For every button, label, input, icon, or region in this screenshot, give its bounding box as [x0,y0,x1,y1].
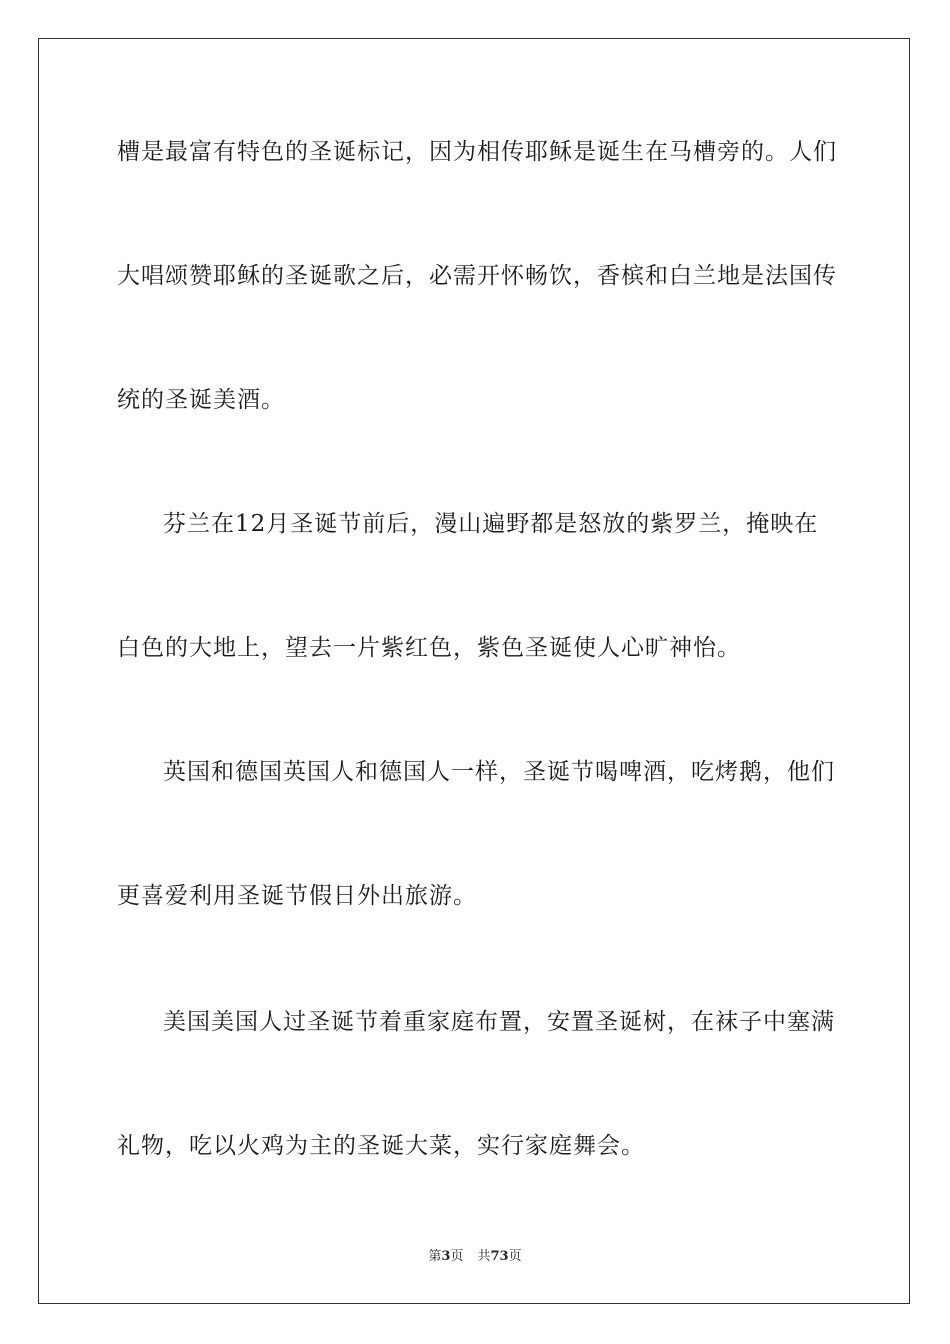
body-text-line: 统的圣诞美酒。 [117,387,285,413]
paragraph-first-line: 英国和德国英国人和德国人一样，圣诞节喝啤酒，吃烤鹅，他们 [163,759,835,785]
paragraph-first-line: 美国美国人过圣诞节着重家庭布置，安置圣诞树，在袜子中塞满 [163,1009,835,1035]
body-text-line: 更喜爱利用圣诞节假日外出旅游。 [117,883,477,909]
body-text-line: 大唱颂赞耶稣的圣诞歌之后，必需开怀畅饮，香槟和白兰地是法国传 [117,263,837,289]
total-label-prefix: 共 [477,1249,491,1264]
total-label-suffix: 页 [508,1249,522,1264]
body-text-line: 白色的大地上，望去一片紫红色，紫色圣诞使人心旷神怡。 [117,635,741,661]
page-border [38,38,910,1304]
page-label-prefix: 第 [428,1249,442,1264]
paragraph-first-line: 芬兰在12月圣诞节前后，漫山遍野都是怒放的紫罗兰，掩映在 [163,511,819,537]
total-pages: 73 [490,1249,509,1264]
page-label-suffix: 页 [450,1249,464,1264]
page-footer [0,1249,950,1265]
page-number: 3 [441,1249,451,1264]
body-text-line: 槽是最富有特色的圣诞标记，因为相传耶稣是诞生在马槽旁的。人们 [117,139,837,165]
body-text-line: 礼物，吃以火鸡为主的圣诞大菜，实行家庭舞会。 [117,1133,645,1159]
